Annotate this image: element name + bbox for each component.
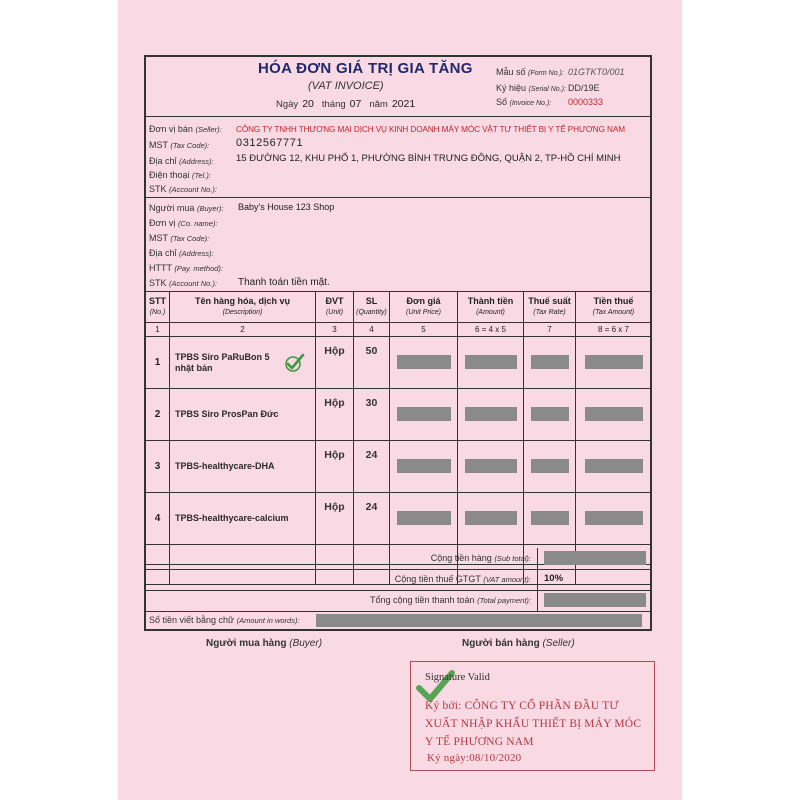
item-name: TPBS-healthycare-calcium [170, 493, 316, 545]
form-number-value: 01GTKT0/001 [568, 67, 625, 77]
col-header-unit: ĐVT (Unit) [316, 292, 354, 323]
check-icon [283, 353, 305, 373]
date-month-label: tháng [321, 99, 346, 110]
total-row: Tổng cộng tiền thanh toán (Total payment): [145, 591, 651, 612]
redacted-value [397, 407, 451, 421]
table-row: 4 TPBS-healthycare-calcium Hộp 24 [146, 493, 652, 545]
invoice-title: HÓA ĐƠN GIÁ TRỊ GIA TĂNG [258, 60, 473, 77]
serial-number-value: DD/19E [568, 83, 600, 93]
redacted-value [465, 511, 517, 525]
col-header-description: Tên hàng hóa, dịch vụ (Description) [170, 292, 316, 323]
redacted-value [316, 614, 642, 627]
date-month: 07 [349, 98, 362, 110]
redacted-value [531, 355, 569, 369]
signer-line-1: Ký bởi: CÔNG TY CỔ PHẦN ĐẦU TƯ [425, 700, 619, 712]
col-header-quantity: SL (Quantity) [354, 292, 390, 323]
redacted-value [465, 407, 517, 421]
redacted-value [585, 459, 643, 473]
redacted-value [465, 355, 517, 369]
redacted-value [531, 459, 569, 473]
items-table [145, 291, 652, 585]
buyer-address-label: Địa chỉ (Address): [149, 248, 214, 258]
redacted-value [531, 407, 569, 421]
seller-address-label: Địa chỉ (Address): [149, 156, 214, 166]
buyer-label: Người mua (Buyer): [149, 203, 224, 213]
seller-name: CÔNG TY TNHH THƯƠNG MẠI DỊCH VỤ KINH DOANH MÁY MÓC VẬT TƯ THIẾT BỊ Y TẾ PHƯƠNG NAM [236, 125, 625, 134]
table-row: 1 TPBS Siro PaRuBon 5 nhật bản Hộp 50 [146, 337, 652, 389]
redacted-value [585, 511, 643, 525]
seller-tax-code: 0312567771 [236, 137, 304, 149]
vat-rate: 10% [544, 573, 564, 584]
redacted-value [397, 355, 451, 369]
form-number: Mẫu số (Form No.): 01GTKT0/001 [496, 67, 625, 77]
signature-status: Signature Valid [425, 672, 490, 683]
date-day: 20 [302, 98, 314, 110]
signature-date: Ký ngày:08/10/2020 [427, 752, 522, 764]
redacted-value [544, 551, 646, 565]
invoice-date [276, 98, 423, 110]
subtotal-row: Cộng tiền hàng (Sub total): [145, 549, 651, 570]
redacted-value [585, 355, 643, 369]
col-header-tax-amount: Tiền thuế (Tax Amount) [576, 292, 652, 323]
buyer-account-label: STK (Account No.): [149, 278, 217, 288]
column-number-row: 1 2 3 4 5 6 = 4 x 5 7 8 = 6 x 7 [146, 323, 652, 337]
col-header-tax-rate: Thuế suất (Tax Rate) [524, 292, 576, 323]
table-row: 3 TPBS-healthycare-DHA Hộp 24 [146, 441, 652, 493]
buyer-company-label: Đơn vị (Co. name): [149, 218, 218, 228]
redacted-value [585, 407, 643, 421]
col-header-amount: Thành tiền (Amount) [458, 292, 524, 323]
col-header-stt: STT (No.) [146, 292, 170, 323]
redacted-value [397, 459, 451, 473]
buyer-tax-label: MST (Tax Code): [149, 233, 210, 243]
digital-signature-box [410, 661, 655, 771]
seller-label: Đơn vị bán (Seller): [149, 124, 222, 134]
seller-account-label: STK (Account No.): [149, 184, 217, 194]
serial-number: Ký hiệu (Serial No.): DD/19E [496, 83, 600, 93]
vat-row: Cộng tiền thuế GTGT (VAT amount): 10% [145, 570, 651, 591]
buyer-pay-label: HTTT (Pay. method): [149, 263, 223, 273]
table-row: 2 TPBS Siro ProsPan Đức Hộp 30 [146, 389, 652, 441]
date-year: 2021 [391, 98, 416, 110]
item-name: TPBS Siro ProsPan Đức [170, 389, 316, 441]
redacted-value [397, 511, 451, 525]
signer-line-2: XUẤT NHẬP KHẨU THIẾT BỊ MÁY MÓC [425, 718, 642, 730]
col-header-unit-price: Đơn giá (Unit Price) [390, 292, 458, 323]
date-year-label: năm [369, 99, 388, 110]
date-day-label: Ngày [276, 99, 299, 110]
divider [145, 197, 651, 198]
redacted-value [531, 511, 569, 525]
seller-signature-label: Người bán hàng (Seller) [462, 638, 575, 649]
invoice-subtitle: (VAT INVOICE) [308, 80, 384, 92]
buyer-name: Baby's House 123 Shop [238, 202, 335, 212]
amount-in-words: Số tiền viết bằng chữ (Amount in words): [149, 615, 300, 625]
signer-line-3: Y TẾ PHƯƠNG NAM [425, 736, 534, 748]
seller-phone-label: Điện thoại (Tel.): [149, 170, 211, 180]
divider [145, 116, 651, 117]
seller-tax-label: MST (Tax Code): [149, 140, 210, 150]
seller-address: 15 ĐƯỜNG 12, KHU PHỐ 1, PHƯỜNG BÌNH TRƯNG ĐÔNG, QUẬN 2, TP-HỒ CHÍ MINH [236, 153, 621, 164]
item-name: TPBS-healthycare-DHA [170, 441, 316, 493]
buyer-signature-label: Người mua hàng (Buyer) [206, 638, 323, 649]
table-header-row [146, 292, 652, 323]
invoice-number: Số (Invoice No.): 0000333 [496, 97, 604, 107]
invoice-number-value: 0000333 [568, 97, 604, 107]
pay-method: Thanh toán tiền mặt. [238, 277, 330, 288]
redacted-value [544, 593, 646, 607]
item-name: TPBS Siro PaRuBon 5 nhật bản [175, 351, 270, 373]
redacted-value [465, 459, 517, 473]
